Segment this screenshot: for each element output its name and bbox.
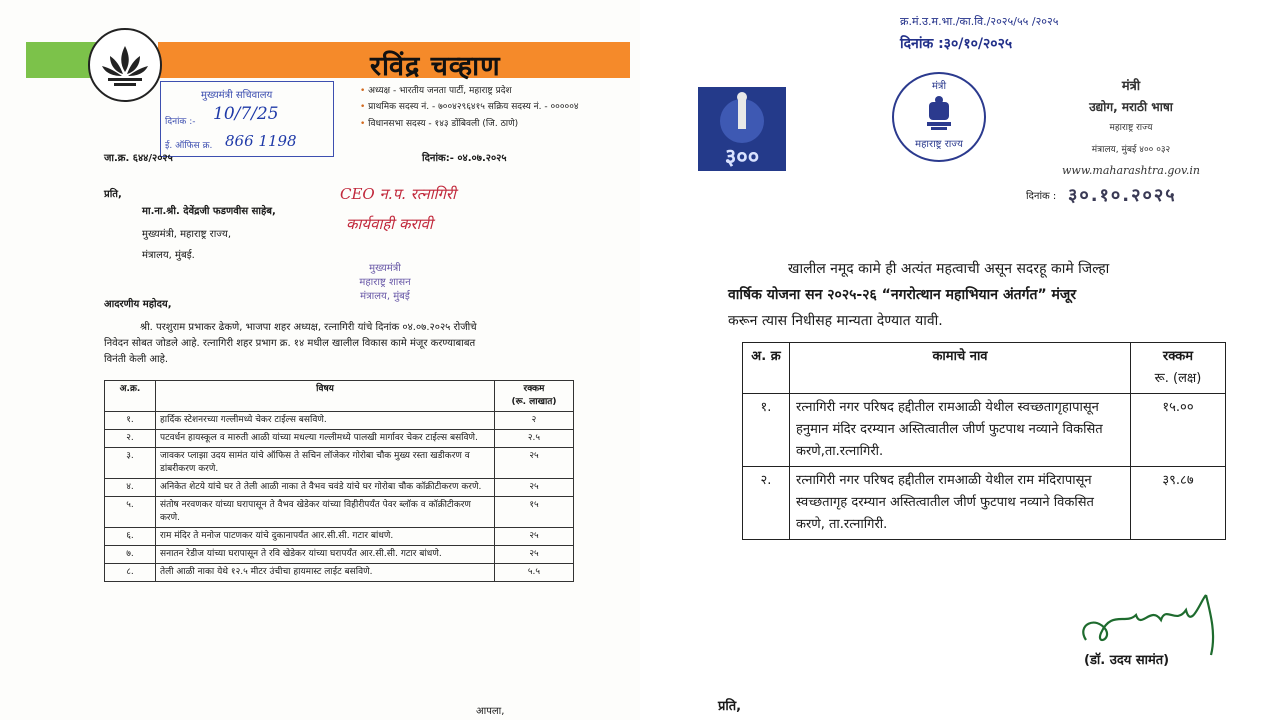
- cmo-inward-stamp: [160, 81, 334, 157]
- table-header-row: [105, 381, 574, 412]
- col-header-amount: रक्कम (रू. लाखात): [495, 381, 574, 412]
- government-seal: [892, 72, 986, 162]
- table-row: ६. राम मंदिर ते मनोज पाटणकर यांचे दुकानापर्यंत आर.सी.सी. गटार बांधणे. २५: [105, 528, 574, 546]
- works-table-right: [742, 342, 1226, 540]
- seal-bottom-text: महाराष्ट्र राज्य: [915, 139, 963, 150]
- cmo-stamp-line-1: मुख्यमंत्री: [369, 263, 401, 274]
- header-line-3: • विधानसभा सदस्य - १४३ डोंबिवली (जि. ठाणे): [360, 119, 519, 129]
- col-header-amount: रक्कम रू. (लक्ष): [1131, 343, 1226, 394]
- para-line-3: करून त्यास निधीसह मान्यता देण्यात यावी.: [728, 313, 943, 329]
- body-line-2: निवेदन सोबत जोडले आहे. रत्नागिरी शहर प्रभाग क्र. १४ मधील खालील विकास कामे मंजूर करण्याबाबत: [104, 338, 476, 349]
- table-row: २. रत्नागिरी नगर परिषद हद्दीतील रामआळी येथील राम मंदिरापासून स्वच्छतागृह दरम्यान अस्तित्वातील जीर्ण फुटपाथ नव्याने विकसित करणे, ता.रत्नागिरी. ३९.८७: [743, 467, 1226, 540]
- reference-line: क्र.मं.उ.म.भा./का.वि./२०२५/५५ /२०२५: [900, 15, 1059, 28]
- header-line-1: • अध्यक्ष - भारतीय जनता पार्टी, महाराष्ट्र प्रदेश: [360, 86, 512, 96]
- request-paragraph: [728, 256, 1228, 334]
- table-row: १. हार्दिक स्टेशनरच्या गल्लीमध्ये चेकर टाईल्स बसविणे. २: [105, 412, 574, 430]
- works-table-left: [104, 380, 574, 582]
- to-label: प्रति,: [104, 189, 122, 200]
- stamp-office-label: ई. ऑफिस क्र.: [165, 141, 213, 151]
- letterhead-name: रविंद्र चव्हाण: [370, 51, 501, 82]
- handwritten-note-line-2: कार्यवाही करावी: [346, 215, 433, 233]
- table-row: ५. संतोष नरवणकर यांच्या घरापासून ते वैभव खेडेकर यांच्या विहीरीपर्यंत पेवर ब्लॉक व कॉक्रीटीकरण करणे. १५: [105, 497, 574, 528]
- stamp-date-label: दिनांक :-: [165, 117, 196, 127]
- table-header-row: [743, 343, 1226, 394]
- minister-state: महाराष्ट्र राज्य: [1109, 123, 1153, 133]
- body-line-3: विनंती केली आहे.: [104, 354, 169, 365]
- para-line-1: खालील नमूद कामे ही अत्यंत महत्वाची असून सदरहू कामे जिल्हा: [788, 261, 1110, 277]
- minister-title: मंत्री: [1121, 79, 1141, 94]
- addressee-line-2: मुख्यमंत्री, महाराष्ट्र राज्य,: [142, 229, 232, 240]
- cmo-stamp-line-3: मंत्रालय, मुंबई: [360, 291, 410, 302]
- minister-website: www.maharashtra.gov.in: [1061, 164, 1201, 177]
- col-header-subject: विषय: [156, 381, 495, 412]
- date-label: दिनांक :: [1026, 191, 1057, 202]
- col-header-no: अ.क्र.: [105, 381, 156, 412]
- body-line-1: श्री. परशुराम प्रभाकर ढेकणे, भाजपा शहर अध्यक्ष, रत्नागिरी यांचे दिनांक ०४.०७.२०२५ रोजीचे: [140, 322, 477, 333]
- letter-date: दिनांक:- ०४.०७.२०२५: [422, 153, 507, 164]
- salutation: आदरणीय महोदय,: [104, 299, 172, 310]
- cmo-stamp-line-2: महाराष्ट्र शासन: [359, 277, 411, 288]
- table-row: ४. अनिकेत शेटये यांचे घर ते तेली आळी नाका ते वैभव चवंडे यांचे घर गोरोबा चौक कॉक्रीटीकरण करणे. २५: [105, 479, 574, 497]
- minister-address: मंत्रालय, मुंबई ४०० ०३२: [1091, 145, 1171, 155]
- cmo-approval-stamp: [330, 262, 440, 304]
- handwritten-date: ३०.१०.२०२५: [1068, 185, 1177, 206]
- col-header-work-name: कामाचे नाव: [790, 343, 1131, 394]
- table-row: ७. सनातन रेडीज यांच्या घरापासून ते रवि खेडेकर यांच्या घरापर्यंत आर.सी.सी. गटार बांधणे. २५: [105, 546, 574, 564]
- right-letter: [656, 0, 1280, 720]
- para-line-2: वार्षिक योजना सन २०२५-२६ “नगरोत्थान महाभियान अंतर्गत” मंजूर: [728, 287, 1077, 303]
- lotus-logo: [88, 28, 162, 102]
- col-header-no: अ. क्र: [743, 343, 790, 394]
- stamp-office-value: 866 1198: [225, 132, 297, 150]
- emblem-tile: [698, 87, 786, 171]
- tile-caption: ३००: [724, 145, 760, 170]
- addressee-line-3: मंत्रालय, मुंबई.: [142, 250, 195, 261]
- seal-top-text: मंत्री: [931, 81, 947, 92]
- stamp-title: मुख्यमंत्री सचिवालय: [201, 90, 273, 101]
- addressee-line-1: मा.ना.श्री. देवेंद्रजी फडणवीस साहेब,: [142, 206, 276, 217]
- table-row: १. रत्नागिरी नगर परिषद हद्दीतील रामआळी येथील स्वच्छतागृहापासून हनुमान मंदिर दरम्यान अस्तित्वातील जीर्ण फुटपाथ नव्याने विकसित करणे,ता.रत्नागिरी. १५.००: [743, 394, 1226, 467]
- table-row: ३. जावकर प्लाझा उदय सामंत यांचे ऑफिस ते सचिन लॉजेकर गोरोबा चौक मुख्य रस्ता खडीकरण व डांबरीकरण करणे. २५: [105, 448, 574, 479]
- table-row: ८. तेली आळी नाका येथे १२.५ मीटर उंचीचा हायमास्ट लाईट बसविणे. ५.५: [105, 564, 574, 582]
- to-label-right: प्रति,: [718, 699, 742, 714]
- minister-department: उद्योग, मराठी भाषा: [1089, 100, 1173, 114]
- date-line: दिनांक :३०/१०/२०२५: [900, 36, 1013, 52]
- stamp-date-value: 10/7/25: [213, 104, 279, 124]
- closing: आपला,: [476, 706, 505, 717]
- signatory-name: (डॉ. उदय सामंत): [1084, 653, 1170, 668]
- header-line-2: • प्राथमिक सदस्य नं. - ७००४२९६४१५ सक्रिय सदस्य नं. - ०००००४: [360, 102, 579, 112]
- ashoka-emblem-icon: [925, 96, 953, 132]
- table-row: २. पटवर्धन हायस्कूल व मारुती आळी यांच्या मधल्या गल्लीमध्ये पालखी मार्गावर चेकर टाईल्स बसविणे. २.५: [105, 430, 574, 448]
- handwritten-note-line-1: CEO न.प. रत्नागिरी: [340, 185, 456, 203]
- letter-body: [104, 320, 584, 368]
- reference-number: जा.क्र. ६४४/२०२५: [104, 153, 173, 164]
